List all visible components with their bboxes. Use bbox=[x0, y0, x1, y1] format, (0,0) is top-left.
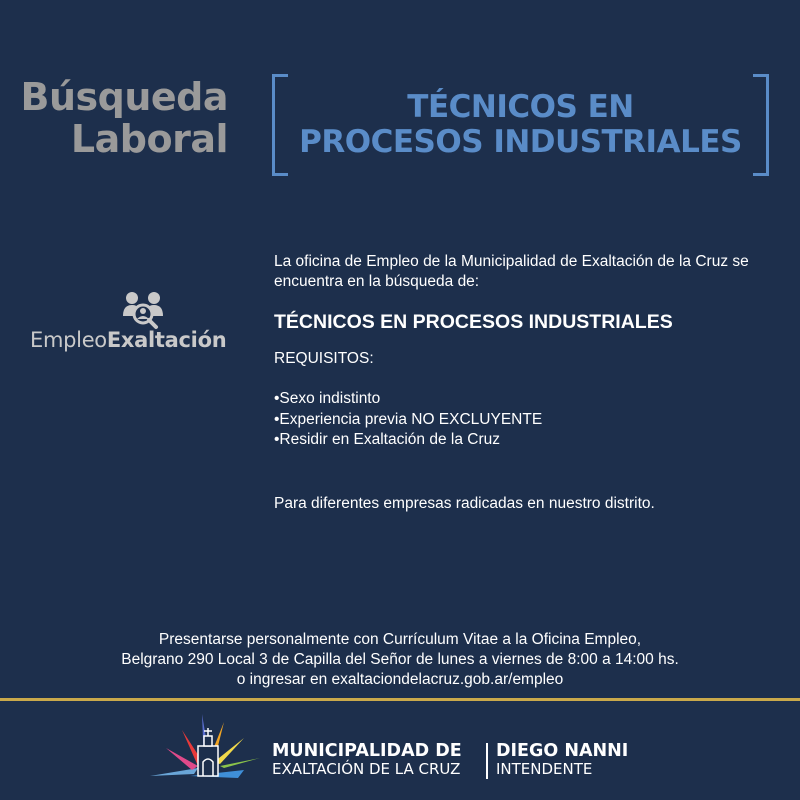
title-line-1: TÉCNICOS EN bbox=[407, 89, 634, 125]
job-title-box bbox=[272, 74, 769, 176]
title-line-2: PROCESOS INDUSTRIALES bbox=[299, 124, 742, 160]
requirement-item: •Residir en Exaltación de la Cruz bbox=[274, 431, 500, 448]
logo-text-bold: Exaltación bbox=[106, 328, 227, 352]
requirement-item: •Sexo indistinto bbox=[274, 390, 381, 407]
contact-line-3: o ingresar en exaltaciondelacruz.gob.ar/empleo bbox=[236, 671, 564, 688]
logo-wordmark bbox=[30, 328, 244, 352]
mayor-block bbox=[496, 742, 628, 778]
contact-line-2: Belgrano 290 Local 3 de Capilla del Señor de lunes a viernes de 8:00 a 14:00 hs. bbox=[121, 651, 679, 668]
intro-text: La oficina de Empleo de la Municipalidad de Exaltación de la Cruz se encuentra en la búsqueda de: bbox=[274, 253, 749, 290]
empleo-exaltacion-logo bbox=[30, 290, 244, 354]
heading-line-2: Laboral bbox=[70, 117, 228, 161]
companies-note: Para diferentes empresas radicadas en nuestro distrito. bbox=[274, 494, 655, 512]
footer-separator bbox=[486, 743, 488, 779]
job-title-banner bbox=[272, 90, 769, 160]
mayor-name: DIEGO NANNI bbox=[496, 741, 629, 761]
footer-divider bbox=[0, 698, 800, 701]
logo-text-regular: Empleo bbox=[30, 328, 107, 352]
municipality-line-1: MUNICIPALIDAD DE bbox=[272, 741, 462, 761]
search-heading bbox=[0, 76, 228, 160]
job-description bbox=[274, 252, 784, 514]
footer bbox=[148, 712, 648, 792]
requirements-title: REQUISITOS: bbox=[274, 350, 374, 367]
contact-line-1: Presentarse personalmente con Currículum Vitae a la Oficina Empleo, bbox=[158, 631, 642, 648]
contact-info bbox=[0, 630, 800, 690]
municipality-name bbox=[272, 742, 462, 778]
job-title: TÉCNICOS EN PROCESOS INDUSTRIALES bbox=[274, 311, 673, 333]
mayor-title: INTENDENTE bbox=[496, 760, 593, 778]
requirements-list bbox=[274, 389, 784, 451]
municipal-emblem-icon bbox=[148, 712, 264, 784]
municipality-line-2: EXALTACIÓN DE LA CRUZ bbox=[272, 760, 461, 778]
requirement-item: •Experiencia previa NO EXCLUYENTE bbox=[274, 410, 543, 428]
heading-line-1: Búsqueda bbox=[20, 75, 228, 119]
